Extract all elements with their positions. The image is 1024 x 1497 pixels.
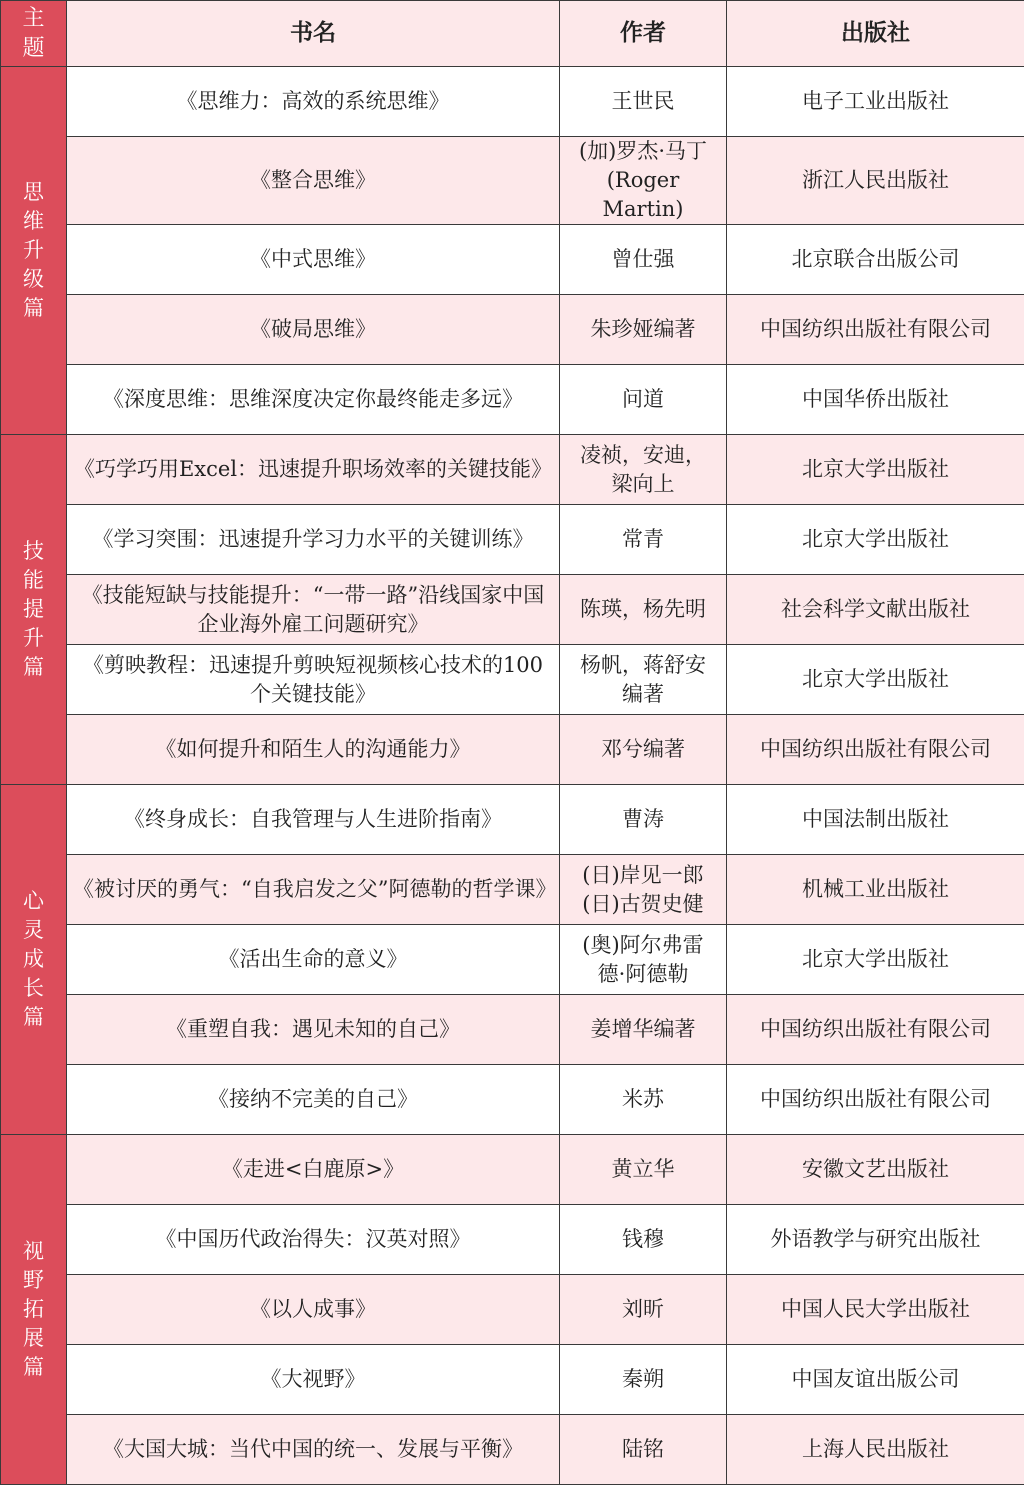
- book-title: 《大视野》: [67, 1345, 560, 1415]
- book-title: 《大国大城：当代中国的统一、发展与平衡》: [67, 1415, 560, 1485]
- book-author: 钱穆: [560, 1205, 727, 1275]
- book-publisher: 北京联合出版公司: [727, 225, 1024, 295]
- book-title: 《中式思维》: [67, 225, 560, 295]
- book-title: 《剪映教程：迅速提升剪映短视频核心技术的100个关键技能》: [67, 645, 560, 715]
- book-author: 曹涛: [560, 785, 727, 855]
- table-row: [1, 365, 1024, 435]
- theme-cell: 思维升级篇: [1, 67, 67, 435]
- book-author: 陆铭: [560, 1415, 727, 1485]
- book-title: 《技能短缺与技能提升：“一带一路”沿线国家中国企业海外雇工问题研究》: [67, 575, 560, 645]
- book-title: 《学习突围：迅速提升学习力水平的关键训练》: [67, 505, 560, 575]
- book-author: (奥)阿尔弗雷德·阿德勒: [560, 925, 727, 995]
- table-row: [1, 645, 1024, 715]
- header-row: [1, 1, 1024, 67]
- book-publisher: 中国纺织出版社有限公司: [727, 995, 1024, 1065]
- table-row: [1, 295, 1024, 365]
- header-publisher: 出版社: [727, 1, 1024, 67]
- book-publisher: 北京大学出版社: [727, 505, 1024, 575]
- table-row: [1, 995, 1024, 1065]
- theme-cell: 技能提升篇: [1, 435, 67, 785]
- book-title: 《被讨厌的勇气：“自我启发之父”阿德勒的哲学课》: [67, 855, 560, 925]
- book-publisher: 中国人民大学出版社: [727, 1275, 1024, 1345]
- header-title: 书名: [67, 1, 560, 67]
- book-title: 《活出生命的意义》: [67, 925, 560, 995]
- table-row: [1, 785, 1024, 855]
- book-publisher: 中国友谊出版公司: [727, 1345, 1024, 1415]
- book-publisher: 安徽文艺出版社: [727, 1135, 1024, 1205]
- table-row: [1, 505, 1024, 575]
- book-title: 《接纳不完美的自己》: [67, 1065, 560, 1135]
- book-author: 常青: [560, 505, 727, 575]
- header-author: 作者: [560, 1, 727, 67]
- book-title: 《巧学巧用Excel：迅速提升职场效率的关键技能》: [67, 435, 560, 505]
- book-title: 《走进<白鹿原>》: [67, 1135, 560, 1205]
- table-row: [1, 1275, 1024, 1345]
- book-title: 《终身成长：自我管理与人生进阶指南》: [67, 785, 560, 855]
- book-author: 秦朔: [560, 1345, 727, 1415]
- book-title: 《整合思维》: [67, 137, 560, 225]
- book-publisher: 北京大学出版社: [727, 645, 1024, 715]
- table-row: [1, 1415, 1024, 1485]
- table-row: [1, 137, 1024, 225]
- book-author: 问道: [560, 365, 727, 435]
- book-publisher: 中国纺织出版社有限公司: [727, 1065, 1024, 1135]
- book-author: 杨帆，蒋舒安编著: [560, 645, 727, 715]
- book-title: 《如何提升和陌生人的沟通能力》: [67, 715, 560, 785]
- book-publisher: 电子工业出版社: [727, 67, 1024, 137]
- book-publisher: 中国华侨出版社: [727, 365, 1024, 435]
- table-row: [1, 855, 1024, 925]
- book-publisher: 中国纺织出版社有限公司: [727, 715, 1024, 785]
- book-title: 《重塑自我：遇见未知的自己》: [67, 995, 560, 1065]
- book-author: 陈瑛，杨先明: [560, 575, 727, 645]
- table-row: [1, 1205, 1024, 1275]
- book-publisher: 中国法制出版社: [727, 785, 1024, 855]
- book-author: 王世民: [560, 67, 727, 137]
- table-row: [1, 1065, 1024, 1135]
- header-theme: 主题: [1, 1, 67, 67]
- book-author: 朱珍娅编著: [560, 295, 727, 365]
- book-publisher: 北京大学出版社: [727, 435, 1024, 505]
- book-publisher: 上海人民出版社: [727, 1415, 1024, 1485]
- book-publisher: 外语教学与研究出版社: [727, 1205, 1024, 1275]
- theme-cell: 视野拓展篇: [1, 1135, 67, 1485]
- book-author: (加)罗杰·马丁(Roger Martin): [560, 137, 727, 225]
- table-row: [1, 1345, 1024, 1415]
- book-title: 《破局思维》: [67, 295, 560, 365]
- table-row: [1, 575, 1024, 645]
- book-title: 《深度思维：思维深度决定你最终能走多远》: [67, 365, 560, 435]
- book-author: 米苏: [560, 1065, 727, 1135]
- book-author: 姜增华编著: [560, 995, 727, 1065]
- book-title: 《思维力：高效的系统思维》: [67, 67, 560, 137]
- book-author: (日)岸见一郎 (日)古贺史健: [560, 855, 727, 925]
- table-row: [1, 1135, 1024, 1205]
- book-publisher: 中国纺织出版社有限公司: [727, 295, 1024, 365]
- table-row: [1, 67, 1024, 137]
- table-row: [1, 435, 1024, 505]
- book-publisher: 浙江人民出版社: [727, 137, 1024, 225]
- book-title: 《以人成事》: [67, 1275, 560, 1345]
- table-row: [1, 225, 1024, 295]
- book-publisher: 北京大学出版社: [727, 925, 1024, 995]
- book-author: 曾仕强: [560, 225, 727, 295]
- book-title: 《中国历代政治得失：汉英对照》: [67, 1205, 560, 1275]
- table-row: [1, 925, 1024, 995]
- book-author: 凌祯，安迪，梁向上: [560, 435, 727, 505]
- book-publisher: 社会科学文献出版社: [727, 575, 1024, 645]
- book-author: 黄立华: [560, 1135, 727, 1205]
- table-row: [1, 715, 1024, 785]
- theme-cell: 心灵成长篇: [1, 785, 67, 1135]
- book-author: 邓兮编著: [560, 715, 727, 785]
- book-publisher: 机械工业出版社: [727, 855, 1024, 925]
- book-author: 刘昕: [560, 1275, 727, 1345]
